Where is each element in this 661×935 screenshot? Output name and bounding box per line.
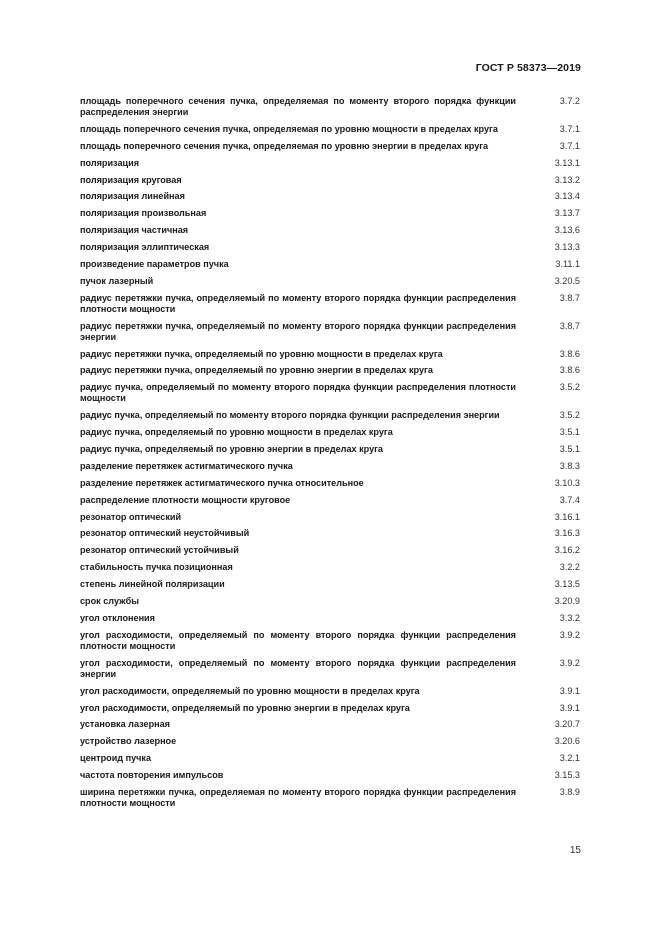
index-entry xyxy=(80,349,580,360)
index-reference: 3.2.2 xyxy=(559,562,580,573)
index-term: радиус пучка, определяемый по уровню мощности в пределах круга xyxy=(80,427,393,438)
index-term: радиус перетяжки пучка, определяемый по уровню энергии в пределах круга xyxy=(80,365,433,376)
index-term: площадь поперечного сечения пучка, определяемая по уровню энергии в пределах круга xyxy=(80,140,489,151)
index-entry xyxy=(80,770,580,781)
index-reference: 3.5.2 xyxy=(559,410,580,421)
index-term: устройство лазерное xyxy=(80,736,177,747)
index-entry xyxy=(80,427,580,438)
index-term: радиус пучка, определяемый по моменту второго порядка функции распределения энергии xyxy=(80,410,500,421)
index-reference: 3.9.2 xyxy=(559,657,580,668)
index-reference: 3.5.2 xyxy=(559,382,580,393)
index-term: разделение перетяжек астигматического пучка xyxy=(80,460,293,471)
index-entry xyxy=(80,242,580,253)
index-entry xyxy=(80,208,580,219)
index-reference: 3.20.7 xyxy=(554,719,580,730)
index-term: центроид пучка xyxy=(80,753,152,764)
index-term: поляризация xyxy=(80,157,139,168)
index-term: угол расходимости, определяемый по моменту второго порядка функции распределения плотности мощности xyxy=(80,629,516,651)
index-reference: 3.7.1 xyxy=(559,123,580,134)
index-term: частота повторения импульсов xyxy=(80,770,224,781)
index-entry xyxy=(80,736,580,747)
term-index-list xyxy=(80,96,580,815)
index-entry xyxy=(80,158,580,169)
index-reference: 3.13.1 xyxy=(554,157,580,168)
index-entry xyxy=(80,410,580,421)
index-reference: 3.8.7 xyxy=(559,292,580,303)
index-reference: 3.20.6 xyxy=(554,736,580,747)
index-entry xyxy=(80,512,580,523)
index-entry xyxy=(80,703,580,714)
index-reference: 3.9.1 xyxy=(559,702,580,713)
page-number: 15 xyxy=(569,845,581,856)
index-term: установка лазерная xyxy=(80,719,170,730)
index-reference: 3.13.2 xyxy=(554,174,580,185)
index-reference: 3.10.3 xyxy=(554,477,580,488)
index-entry xyxy=(80,545,580,556)
index-term: срок службы xyxy=(80,596,139,607)
index-term: произведение параметров пучка xyxy=(80,259,229,270)
index-term: ширина перетяжки пучка, определяемая по моменту второго порядка функции распределения плотности мощности xyxy=(80,786,516,808)
index-entry xyxy=(80,613,580,624)
index-entry xyxy=(80,96,580,118)
index-reference: 3.8.6 xyxy=(559,348,580,359)
index-reference: 3.20.9 xyxy=(554,596,580,607)
index-entry xyxy=(80,175,580,186)
index-reference: 3.3.2 xyxy=(559,612,580,623)
index-entry xyxy=(80,579,580,590)
index-entry xyxy=(80,365,580,376)
index-term: резонатор оптический устойчивый xyxy=(80,545,239,556)
index-reference: 3.13.7 xyxy=(554,208,580,219)
index-term: пучок лазерный xyxy=(80,275,154,286)
index-reference: 3.20.5 xyxy=(554,275,580,286)
index-entry xyxy=(80,596,580,607)
index-entry xyxy=(80,562,580,573)
index-entry xyxy=(80,753,580,764)
index-term: поляризация частичная xyxy=(80,225,189,236)
index-term: площадь поперечного сечения пучка, определяемая по моменту второго порядка функции распределения энергии xyxy=(80,96,516,117)
index-reference: 3.13.5 xyxy=(554,579,580,590)
index-term: поляризация круговая xyxy=(80,174,182,185)
index-reference: 3.16.1 xyxy=(554,511,580,522)
index-reference: 3.2.1 xyxy=(559,753,580,764)
index-reference: 3.5.1 xyxy=(559,427,580,438)
index-term: резонатор оптический неустойчивый xyxy=(80,528,250,539)
index-entry xyxy=(80,124,580,135)
index-term: радиус перетяжки пучка, определяемый по моменту второго порядка функции распределения плотности мощности xyxy=(80,292,516,314)
index-reference: 3.15.3 xyxy=(554,770,580,781)
index-reference: 3.7.4 xyxy=(559,494,580,505)
index-term: угол отклонения xyxy=(80,612,155,623)
index-entry xyxy=(80,528,580,539)
index-entry xyxy=(80,461,580,472)
index-term: поляризация произвольная xyxy=(80,208,207,219)
index-entry xyxy=(80,293,580,315)
index-term: разделение перетяжек астигматического пучка относительное xyxy=(80,477,364,488)
index-entry xyxy=(80,686,580,697)
index-reference: 3.5.1 xyxy=(559,444,580,455)
index-reference: 3.8.6 xyxy=(559,365,580,376)
index-entry xyxy=(80,225,580,236)
index-entry xyxy=(80,259,580,270)
index-reference: 3.7.2 xyxy=(559,96,580,106)
index-term: радиус пучка, определяемый по моменту второго порядка функции распределения плотности мощности xyxy=(80,382,516,404)
index-reference: 3.16.3 xyxy=(554,528,580,539)
index-reference: 3.13.6 xyxy=(554,225,580,236)
index-entry xyxy=(80,658,580,680)
index-term: площадь поперечного сечения пучка, определяемая по уровню мощности в пределах круга xyxy=(80,123,498,134)
index-reference: 3.16.2 xyxy=(554,545,580,556)
index-reference: 3.7.1 xyxy=(559,140,580,151)
index-term: угол расходимости, определяемый по уровню мощности в пределах круга xyxy=(80,685,420,696)
index-term: стабильность пучка позиционная xyxy=(80,562,233,573)
document-header: ГОСТ Р 58373—2019 xyxy=(475,62,581,74)
index-reference: 3.8.7 xyxy=(559,320,580,331)
index-entry xyxy=(80,321,580,343)
index-term: радиус перетяжки пучка, определяемый по уровню мощности в пределах круга xyxy=(80,348,443,359)
index-term: угол расходимости, определяемый по моменту второго порядка функции распределения энергии xyxy=(80,657,516,679)
index-reference: 3.11.1 xyxy=(555,259,580,270)
index-entry xyxy=(80,630,580,652)
index-reference: 3.9.1 xyxy=(559,685,580,696)
index-term: угол расходимости, определяемый по уровню энергии в пределах круга xyxy=(80,702,410,713)
index-entry xyxy=(80,191,580,202)
index-entry xyxy=(80,787,580,809)
index-reference: 3.13.3 xyxy=(554,242,580,253)
index-entry xyxy=(80,444,580,455)
index-reference: 3.8.9 xyxy=(559,786,580,797)
index-term: поляризация эллиптическая xyxy=(80,242,210,253)
index-reference: 3.8.3 xyxy=(559,460,580,471)
index-entry xyxy=(80,382,580,404)
index-reference: 3.9.2 xyxy=(559,629,580,640)
index-entry xyxy=(80,719,580,730)
index-term: степень линейной поляризации xyxy=(80,579,225,590)
index-reference: 3.13.4 xyxy=(554,191,580,202)
index-term: поляризация линейная xyxy=(80,191,185,202)
index-term: распределение плотности мощности круговое xyxy=(80,494,291,505)
index-entry xyxy=(80,276,580,287)
index-term: резонатор оптический xyxy=(80,511,182,522)
index-term: радиус перетяжки пучка, определяемый по моменту второго порядка функции распределения энергии xyxy=(80,320,516,342)
index-term: радиус пучка, определяемый по уровню энергии в пределах круга xyxy=(80,444,383,455)
index-entry xyxy=(80,141,580,152)
index-entry xyxy=(80,478,580,489)
index-entry xyxy=(80,495,580,506)
